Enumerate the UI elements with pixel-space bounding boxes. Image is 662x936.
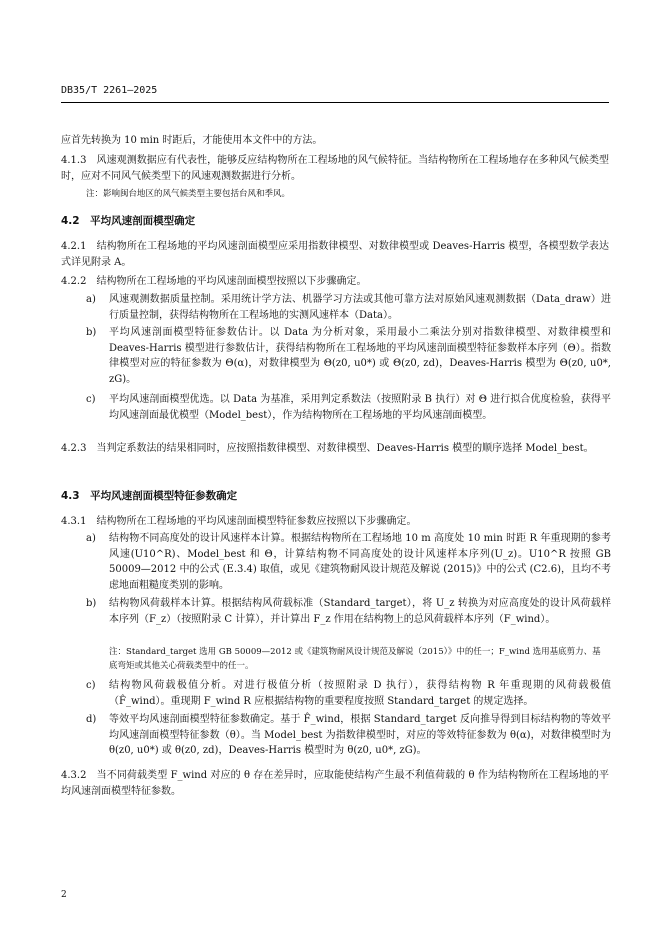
note-climate-types: 注：影响闽台地区的风气候类型主要包括台风和季风。 xyxy=(86,189,291,199)
step-quality-control: 风速观测数据质量控制。采用统计学方法、机器学习方法或其他可靠方法对原始风速观测数据（Data_draw）进行质量控制，获得结构物所在工程场地的实测风速样本（Data）。 xyxy=(109,294,611,321)
step-wind-load-samples: 结构物风荷载样本计算。根据结构风荷载标准（Standard_target），将 U_z 转换为对应高度处的设计风荷载样本序列（F_z）（按照附录 C 计算），并计算出 F_z 作用在结构物上的总风荷载样本序列（F_wind）。 xyxy=(109,598,611,625)
section-heading-4-2: 4.2 平均风速剖面模型确定 xyxy=(61,215,196,227)
clause-4-3-1: 4.3.1 结构物所在工程场地的平均风速剖面模型特征参数应按照以下步骤确定。 xyxy=(61,516,417,527)
clause-4-2-1: 4.2.1 结构物所在工程场地的平均风速剖面模型应采用指数律模型、对数律模型或 Deaves-Harris 模型，各模型数学表达式详见附录 A。 xyxy=(61,241,609,268)
step-parameter-estimation: 平均风速剖面模型特征参数估计。以 Data 为分析对象，采用最小二乘法分别对指数律模型、对数律模型和 Deaves-Harris 模型进行参数估计，获得结构物所在工程场地的平均风速剖面模型特征参数样本序列（Θ）。指数律模型对应的特征参数为 Θ(α)，对数律模型为 Θ(z0, u0*) 或 Θ(z0, zd)，Deaves-Harris 模型为 Θ(z0, u0*, zG)。 xyxy=(109,327,611,385)
step-model-selection: 平均风速剖面模型优选。以 Data 为基准，采用判定系数法（按照附录 B 执行）对 Θ 进行拟合优度检验，获得平均风速剖面最优模型（Model_best），作为结构物所在工程场地的平均风速剖面模型。 xyxy=(109,394,611,421)
document-code: DB35/T 2261—2025 xyxy=(61,85,158,96)
step-extreme-value-analysis: 结构物风荷载极值分析。对进行极值分析（按照附录 D 执行），获得结构物 R 年重现期的风荷载极值（F̂_wind）。重现期 F_wind R 应根据结构物的重要程度按照 Standard_target 的规定选择。 xyxy=(109,680,611,707)
header-rule xyxy=(61,102,609,103)
clause-4-3-2: 4.3.2 当不同荷载类型 F_wind 对应的 θ 存在差异时，应取能使结构产生最不利值荷载的 θ 作为结构物所在工程场地的平均风速剖面模型特征参数。 xyxy=(61,770,609,797)
list-marker-a: a) xyxy=(86,294,96,305)
section-heading-4-3: 4.3 平均风速剖面模型特征参数确定 xyxy=(61,490,238,502)
list-marker-c: c) xyxy=(86,680,96,691)
clause-4-2-2: 4.2.2 结构物所在工程场地的平均风速剖面模型按照以下步骤确定。 xyxy=(61,276,367,287)
list-marker-b: b) xyxy=(86,327,97,338)
clause-4-2-3: 4.2.3 当判定系数法的结果相同时，应按照指数律模型、对数律模型、Deaves-Harris 模型的顺序选择 Model_best。 xyxy=(61,443,594,454)
list-marker-a: a) xyxy=(86,533,96,544)
note-standard-target: 注：Standard_target 选用 GB 50009—2012 或《建筑物耐风设计规范及解说（2015）》中的任一；F_wind 选用基底剪力、基底弯矩或其他关心荷载类型中的任一。 xyxy=(109,647,601,671)
step-design-wind-speed: 结构物不同高度处的设计风速样本计算。根据结构物所在工程场地 10 m 高度处 10 min 时距 R 年重现期的参考风速(U10^R)、Model_best 和 Θ，计算结构物不同高度处的设计风速样本序列(U_z)。U10^R 按照 GB 50009—2012 中的公式 (E.3.4) 取值，或见《建筑物耐风设计规范及解说 (2015)》中的公式 (C2.6)，且均不考虑地面粗糙度类别的影响。 xyxy=(109,533,611,591)
page-number: 2 xyxy=(61,890,67,900)
list-marker-c: c) xyxy=(86,394,96,405)
paragraph-continuation: 应首先转换为 10 min 时距后，才能使用本文件中的方法。 xyxy=(61,135,323,146)
list-marker-d: d) xyxy=(86,714,97,725)
list-marker-b: b) xyxy=(86,598,97,609)
clause-4-1-3: 4.1.3 风速观测数据应有代表性，能够反应结构物所在工程场地的风气候特征。当结构物所在工程场地存在多种风气候类型时，应对不同风气候类型下的风速观测数据进行分析。 xyxy=(61,155,609,182)
step-equivalent-parameters: 等效平均风速剖面模型特征参数确定。基于 F̂_wind，根据 Standard_target 反向推导得到目标结构物的等效平均风速剖面模型特征参数（θ）。当 Model_best 为指数律模型时，对应的等效特征参数为 θ(α)，对数律模型时为 θ(z0, u0*) 或 θ(z0, zd)，Deaves-Harris 模型时为 θ(z0, u0*, zG)。 xyxy=(109,714,611,756)
